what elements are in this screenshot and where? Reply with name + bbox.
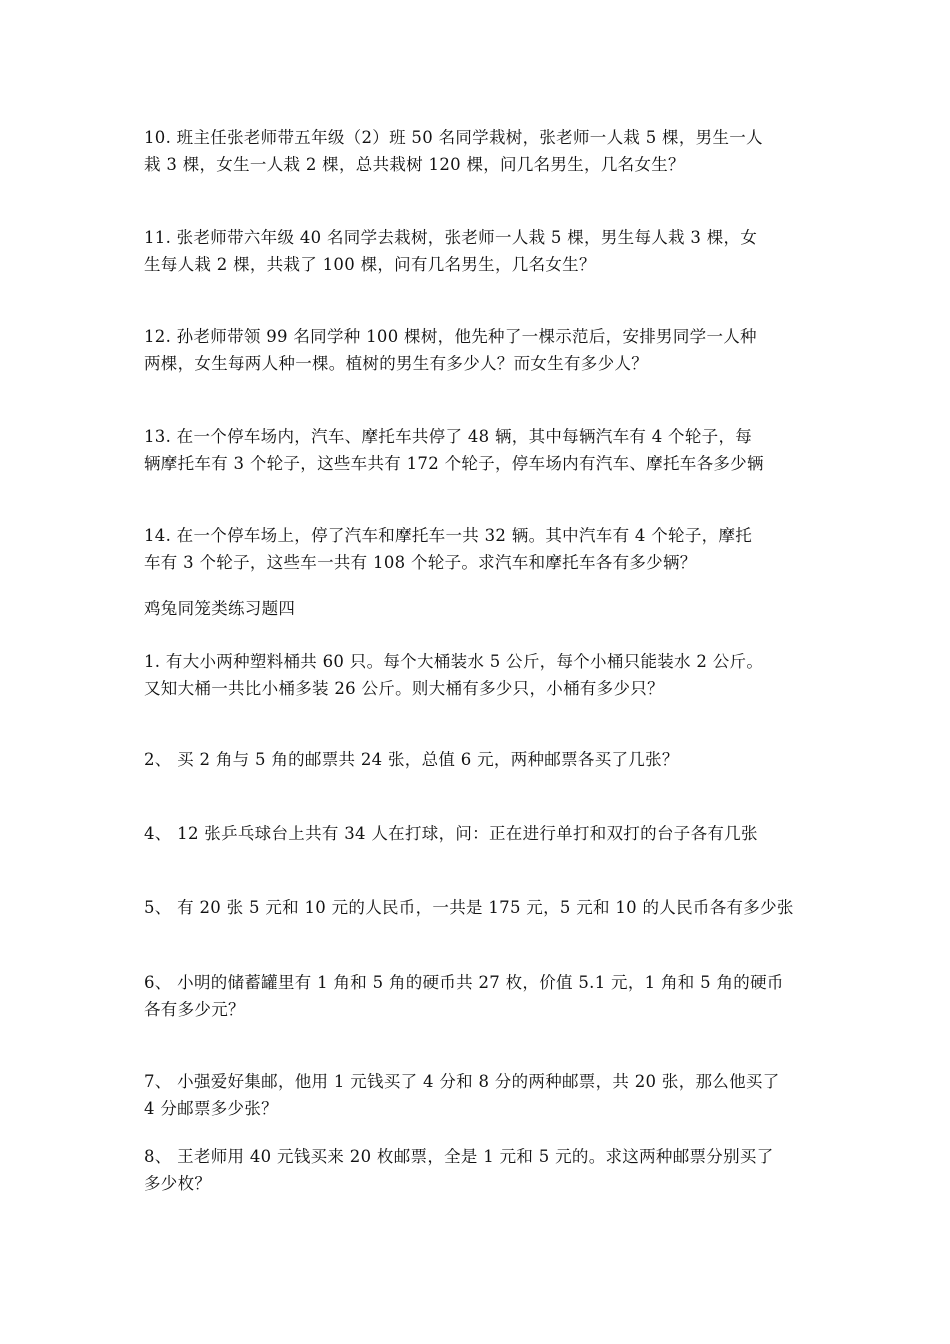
problem-line: 5、 有 20 张 5 元和 10 元的人民币，一共是 175 元，5 元和 10 的人民币各有多少张	[144, 898, 794, 917]
problem-line: 6、 小明的储蓄罐里有 1 角和 5 角的硬币共 27 枚，价值 5.1 元，1 角和 5 角的硬币	[144, 973, 784, 992]
problem-p2-6	[144, 969, 812, 1023]
problem-line: 栽 3 棵，女生一人栽 2 棵，总共栽树 120 棵，问几名男生，几名女生？	[144, 155, 685, 174]
problem-line: 多少枚？	[144, 1174, 212, 1193]
problem-p2-8	[144, 1143, 812, 1197]
problem-line: 7、 小强爱好集邮，他用 1 元钱买了 4 分和 8 分的两种邮票，共 20 张，那么他买了	[144, 1072, 780, 1091]
problem-line: 13. 在一个停车场内，汽车、摩托车共停了 48 辆，其中每辆汽车有 4 个轮子，每	[144, 427, 753, 446]
problem-line: 12. 孙老师带领 99 名同学种 100 棵树，他先种了一棵示范后，安排男同学一人种	[144, 327, 757, 346]
problem-line: 10. 班主任张老师带五年级（2）班 50 名同学栽树，张老师一人栽 5 棵，男生一人	[144, 128, 763, 147]
problem-13	[144, 423, 812, 477]
problem-line: 两棵，女生每两人种一棵。植树的男生有多少人？而女生有多少人？	[144, 354, 648, 373]
problem-line: 11. 张老师带六年级 40 名同学去栽树，张老师一人栽 5 棵，男生每人栽 3 棵，女	[144, 228, 758, 247]
problem-11	[144, 224, 812, 278]
problem-line: 又知大桶一共比小桶多装 26 公斤。则大桶有多少只，小桶有多少只？	[144, 679, 664, 698]
problem-line: 各有多少元？	[144, 1000, 245, 1019]
problem-12	[144, 323, 812, 377]
problem-line: 4、 12 张乒乓球台上共有 34 人在打球，问：正在进行单打和双打的台子各有几张	[144, 824, 758, 843]
problem-line: 1. 有大小两种塑料桶共 60 只。每个大桶装水 5 公斤，每个小桶只能装水 2 公斤。	[144, 652, 764, 671]
problem-p2-2	[144, 746, 812, 773]
problem-p2-7	[144, 1068, 812, 1122]
problem-p2-1	[144, 648, 812, 702]
problem-line: 8、 王老师用 40 元钱买来 20 枚邮票，全是 1 元和 5 元的。求这两种邮票分别买了	[144, 1147, 774, 1166]
problem-14	[144, 522, 812, 576]
problem-line: 14. 在一个停车场上，停了汽车和摩托车一共 32 辆。其中汽车有 4 个轮子，摩托	[144, 526, 753, 545]
problem-p2-5	[144, 894, 812, 921]
problem-line: 2、 买 2 角与 5 角的邮票共 24 张，总值 6 元，两种邮票各买了几张？	[144, 750, 679, 769]
problem-line: 辆摩托车有 3 个轮子，这些车共有 172 个轮子，停车场内有汽车、摩托车各多少辆	[144, 454, 764, 473]
section-title: 鸡兔同笼类练习题四	[144, 599, 296, 618]
problem-line: 车有 3 个轮子，这些车一共有 108 个轮子。求汽车和摩托车各有多少辆？	[144, 553, 697, 572]
problem-p2-4	[144, 820, 812, 847]
problem-line: 生每人栽 2 棵，共栽了 100 棵，问有几名男生，几名女生？	[144, 255, 596, 274]
problem-10	[144, 124, 812, 178]
problem-line: 4 分邮票多少张？	[144, 1099, 278, 1118]
